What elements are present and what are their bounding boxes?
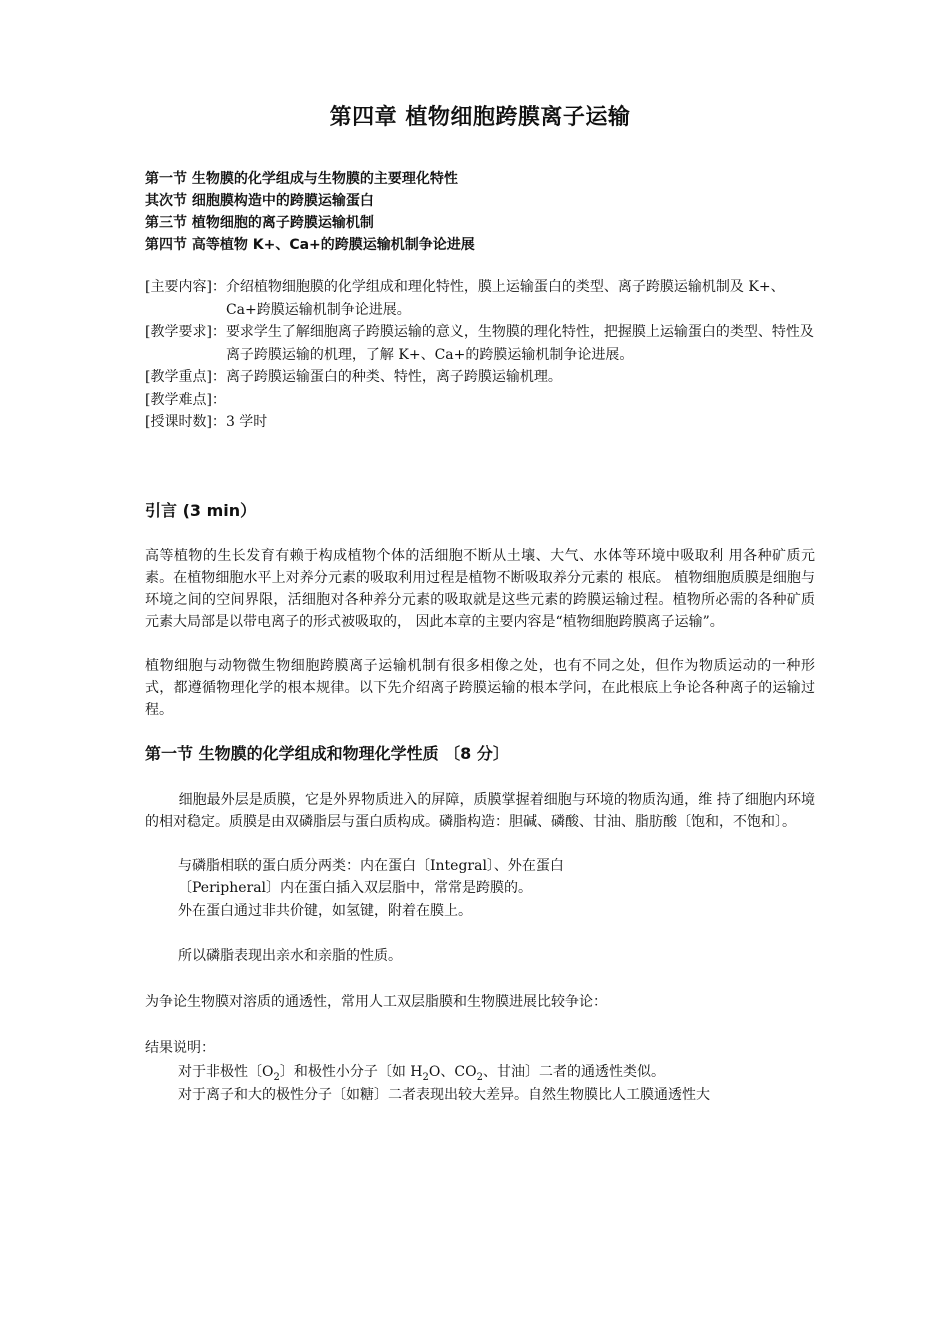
meta-class-hours <box>145 411 815 434</box>
section-1-line: 所以磷脂表现出亲水和亲脂的性质。 <box>178 948 402 964</box>
section-1-line: 结果说明： <box>145 1040 215 1056</box>
meta-label: [教学重点]： <box>145 369 226 385</box>
meta-label: [主要内容]： <box>145 279 226 295</box>
section-1-line: 对于离子和大的极性分子〔如糖〕二者表现出较大差异。自然生物膜比人工膜通透性大 <box>178 1087 710 1103</box>
section-1-paragraph-1: 细胞最外层是质膜，它是外界物质进入的屏障，质膜掌握着细胞与环境的物质沟通，维 持了细胞内环境的相对稳定。质膜是由双磷脂层与蛋白质构成。磷脂构造：胆碱、磷酸、甘油、脂肪酸〔饱和，不饱和〕。 <box>145 792 815 830</box>
subscript: 2 <box>273 1071 280 1083</box>
table-of-contents <box>145 168 815 256</box>
text-run: O、CO <box>428 1064 477 1080</box>
subscript: 2 <box>422 1071 429 1083</box>
subscript: 2 <box>476 1071 483 1083</box>
meta-key-points <box>145 366 815 389</box>
toc-item: 第一节 生物膜的化学组成与生物膜的主要理化特性 <box>145 171 458 187</box>
meta-value: 要求学生了解细胞离子跨膜运输的意义，生物膜的理化特性，把握膜上运输蛋白的类型、特性及离子跨膜运输的机理，了解 K+、Ca+的跨膜运输机制争论进展。 <box>225 324 814 363</box>
meta-teaching-requirements <box>145 321 815 366</box>
meta-difficulties <box>145 389 815 412</box>
toc-item: 第三节 植物细胞的离子跨膜运输机制 <box>145 215 374 231</box>
meta-value: 3 学时 <box>225 414 268 430</box>
course-meta <box>145 276 815 434</box>
meta-label: [授课时数]： <box>145 414 226 430</box>
intro-paragraph-2: 植物细胞与动物微生物细胞跨膜离子运输机制有很多相像之处，也有不同之处，但作为物质运动的一种形式，都遵循物理化学的根本规律。以下先介绍离子跨膜运输的根本学问，在此根底上争论各种离子的运输过程。 <box>145 658 815 718</box>
section-1-heading: 第一节 生物膜的化学组成和物理化学性质 〔8 分〕 <box>145 744 509 763</box>
text-run: 、甘油〕二者的通透性类似。 <box>482 1064 665 1080</box>
text-run: 对于非极性〔O <box>178 1064 274 1080</box>
intro-heading: 引言 (3 min） <box>145 501 257 520</box>
meta-label: [教学难点]： <box>145 391 226 408</box>
toc-item: 第四节 高等植物 K+、Ca+的跨膜运输机制争论进展 <box>145 237 475 253</box>
section-1-line: 外在蛋白通过非共价键，如氢键，附着在膜上。 <box>178 903 472 919</box>
text-run: 〕和极性小分子〔如 H <box>279 1064 423 1080</box>
chapter-title: 第四章 植物细胞跨膜离子运输 <box>329 105 631 130</box>
section-1-line: 〔Peripheral〕内在蛋白插入双层脂中，常常是跨膜的。 <box>178 880 533 896</box>
meta-main-content <box>145 276 815 321</box>
section-1-line-formula <box>178 1061 848 1083</box>
meta-value: 介绍植物细胞膜的化学组成和理化特性，膜上运输蛋白的类型、离子跨膜运输机制及 K+、Ca+跨膜运输机制争论进展。 <box>225 279 785 318</box>
meta-value: 离子跨膜运输蛋白的种类、特性，离子跨膜运输机理。 <box>225 369 562 385</box>
meta-label: [教学要求]： <box>145 324 226 340</box>
section-1-line: 与磷脂相联的蛋白质分两类：内在蛋白〔Integral〕、外在蛋白 <box>178 858 564 874</box>
intro-paragraph-1: 高等植物的生长发育有赖于构成植物个体的活细胞不断从土壤、大气、水体等环境中吸取利 用各种矿质元素。在植物细胞水平上对养分元素的吸取利用过程是植物不断吸取养分元素的 根底。 植物细胞质膜是细胞与环境之间的空间界限，活细胞对各种养分元素的吸取就是这些元素的跨膜运输过程。植物所必需的各种矿质元素大局部是以带电离子的形式被吸取的， 因此本章的主要内容是“植物细胞跨膜离子运输”。 <box>145 548 815 630</box>
toc-item: 其次节 细胞膜构造中的跨膜运输蛋白 <box>145 193 374 209</box>
section-1-line: 为争论生物膜对溶质的通透性，常用人工双层脂膜和生物膜进展比较争论： <box>145 994 607 1010</box>
